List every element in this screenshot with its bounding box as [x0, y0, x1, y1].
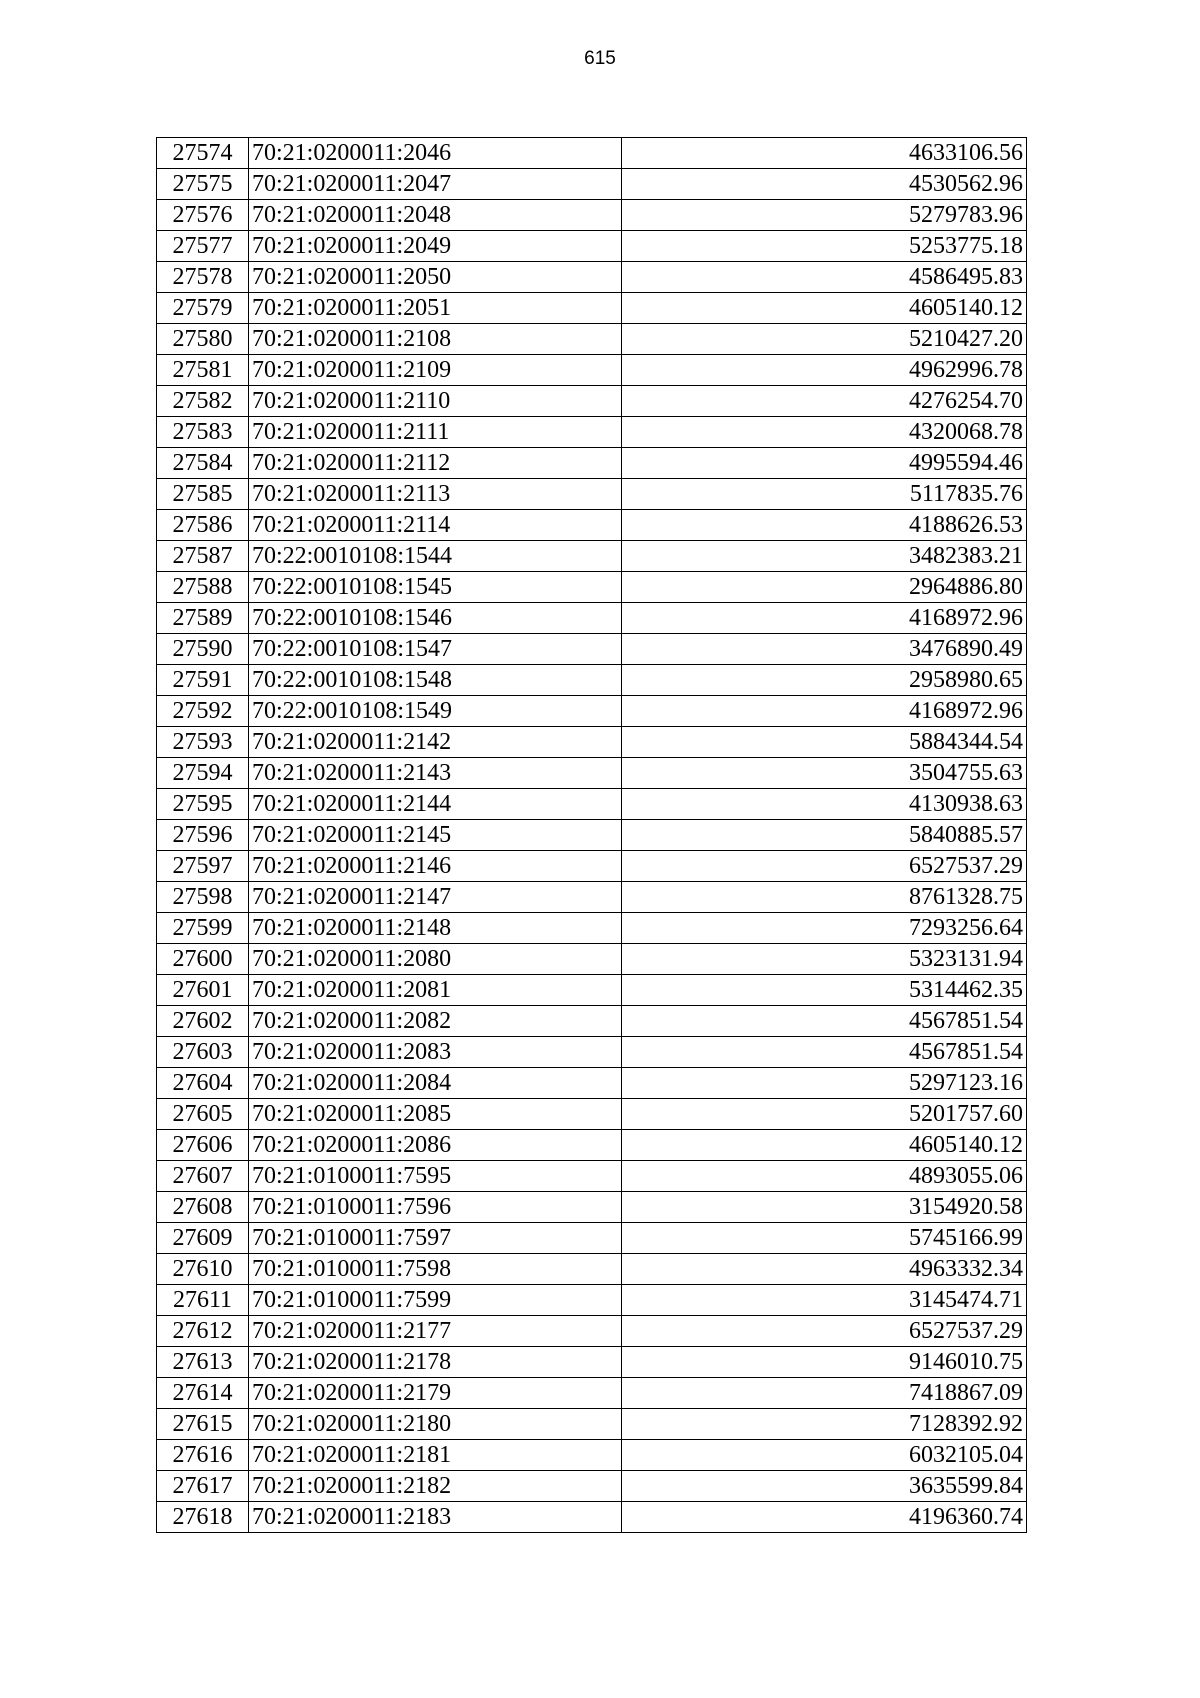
row-number-cell: 27597 — [157, 851, 249, 882]
cadastral-value-cell: 3154920.58 — [622, 1192, 1027, 1223]
cadastral-value-cell: 5201757.60 — [622, 1099, 1027, 1130]
table-body — [157, 138, 1027, 1533]
cadastral-value-cell: 4605140.12 — [622, 1130, 1027, 1161]
cadastral-number-cell: 70:21:0200011:2049 — [249, 231, 622, 262]
cadastral-number-cell: 70:21:0200011:2109 — [249, 355, 622, 386]
cadastral-number-cell: 70:21:0200011:2148 — [249, 913, 622, 944]
table-row — [157, 1006, 1027, 1037]
table-row — [157, 1316, 1027, 1347]
cadastral-value-cell: 7418867.09 — [622, 1378, 1027, 1409]
row-number-cell: 27581 — [157, 355, 249, 386]
table-row — [157, 200, 1027, 231]
table-row — [157, 789, 1027, 820]
cadastral-number-cell: 70:21:0200011:2181 — [249, 1440, 622, 1471]
cadastral-number-cell: 70:21:0200011:2145 — [249, 820, 622, 851]
cadastral-number-cell: 70:21:0200011:2143 — [249, 758, 622, 789]
row-number-cell: 27601 — [157, 975, 249, 1006]
table-row — [157, 293, 1027, 324]
cadastral-number-cell: 70:21:0200011:2142 — [249, 727, 622, 758]
table-row — [157, 324, 1027, 355]
cadastral-value-cell: 2964886.80 — [622, 572, 1027, 603]
table-row — [157, 975, 1027, 1006]
cadastral-value-cell: 4320068.78 — [622, 417, 1027, 448]
cadastral-number-cell: 70:21:0200011:2108 — [249, 324, 622, 355]
cadastral-number-cell: 70:21:0200011:2083 — [249, 1037, 622, 1068]
cadastral-number-cell: 70:21:0200011:2144 — [249, 789, 622, 820]
cadastral-value-cell: 6032105.04 — [622, 1440, 1027, 1471]
table-row — [157, 262, 1027, 293]
cadastral-value-cell: 4130938.63 — [622, 789, 1027, 820]
row-number-cell: 27605 — [157, 1099, 249, 1130]
row-number-cell: 27602 — [157, 1006, 249, 1037]
row-number-cell: 27584 — [157, 448, 249, 479]
cadastral-value-cell: 5210427.20 — [622, 324, 1027, 355]
cadastral-number-cell: 70:21:0200011:2146 — [249, 851, 622, 882]
row-number-cell: 27591 — [157, 665, 249, 696]
cadastral-value-cell: 4605140.12 — [622, 293, 1027, 324]
row-number-cell: 27583 — [157, 417, 249, 448]
cadastral-number-cell: 70:22:0010108:1545 — [249, 572, 622, 603]
row-number-cell: 27610 — [157, 1254, 249, 1285]
table-row — [157, 696, 1027, 727]
row-number-cell: 27599 — [157, 913, 249, 944]
cadastral-value-cell: 4276254.70 — [622, 386, 1027, 417]
cadastral-number-cell: 70:21:0200011:2178 — [249, 1347, 622, 1378]
row-number-cell: 27614 — [157, 1378, 249, 1409]
cadastral-number-cell: 70:22:0010108:1544 — [249, 541, 622, 572]
cadastral-number-cell: 70:21:0100011:7595 — [249, 1161, 622, 1192]
cadastral-value-cell: 4196360.74 — [622, 1502, 1027, 1533]
row-number-cell: 27598 — [157, 882, 249, 913]
cadastral-value-cell: 3635599.84 — [622, 1471, 1027, 1502]
cadastral-value-cell: 4168972.96 — [622, 603, 1027, 634]
row-number-cell: 27616 — [157, 1440, 249, 1471]
cadastral-number-cell: 70:21:0200011:2114 — [249, 510, 622, 541]
table-row — [157, 1161, 1027, 1192]
table-row — [157, 727, 1027, 758]
table-row — [157, 913, 1027, 944]
row-number-cell: 27580 — [157, 324, 249, 355]
table-row — [157, 944, 1027, 975]
row-number-cell: 27607 — [157, 1161, 249, 1192]
row-number-cell: 27611 — [157, 1285, 249, 1316]
table-row — [157, 665, 1027, 696]
row-number-cell: 27609 — [157, 1223, 249, 1254]
cadastral-number-cell: 70:21:0200011:2086 — [249, 1130, 622, 1161]
cadastral-value-cell: 6527537.29 — [622, 851, 1027, 882]
table-row — [157, 510, 1027, 541]
row-number-cell: 27613 — [157, 1347, 249, 1378]
cadastral-value-cell: 4168972.96 — [622, 696, 1027, 727]
row-number-cell: 27590 — [157, 634, 249, 665]
table-row — [157, 479, 1027, 510]
table-row — [157, 1347, 1027, 1378]
row-number-cell: 27606 — [157, 1130, 249, 1161]
table-row — [157, 355, 1027, 386]
cadastral-value-cell: 4963332.34 — [622, 1254, 1027, 1285]
cadastral-value-cell: 5745166.99 — [622, 1223, 1027, 1254]
row-number-cell: 27577 — [157, 231, 249, 262]
row-number-cell: 27617 — [157, 1471, 249, 1502]
cadastral-value-cell: 4188626.53 — [622, 510, 1027, 541]
row-number-cell: 27574 — [157, 138, 249, 169]
cadastral-value-cell: 2958980.65 — [622, 665, 1027, 696]
cadastral-value-cell: 4893055.06 — [622, 1161, 1027, 1192]
cadastral-number-cell: 70:21:0100011:7596 — [249, 1192, 622, 1223]
cadastral-number-cell: 70:21:0200011:2147 — [249, 882, 622, 913]
row-number-cell: 27586 — [157, 510, 249, 541]
cadastral-value-cell: 4995594.46 — [622, 448, 1027, 479]
page-number: 615 — [584, 48, 616, 69]
table-row — [157, 231, 1027, 262]
table-row — [157, 1471, 1027, 1502]
table-row — [157, 1099, 1027, 1130]
cadastral-number-cell: 70:21:0200011:2177 — [249, 1316, 622, 1347]
cadastral-value-cell: 4567851.54 — [622, 1037, 1027, 1068]
cadastral-number-cell: 70:21:0200011:2084 — [249, 1068, 622, 1099]
cadastral-value-cell: 4530562.96 — [622, 169, 1027, 200]
row-number-cell: 27600 — [157, 944, 249, 975]
cadastral-value-cell: 3476890.49 — [622, 634, 1027, 665]
cadastral-number-cell: 70:21:0200011:2182 — [249, 1471, 622, 1502]
row-number-cell: 27576 — [157, 200, 249, 231]
cadastral-number-cell: 70:21:0200011:2085 — [249, 1099, 622, 1130]
cadastral-number-cell: 70:22:0010108:1546 — [249, 603, 622, 634]
cadastral-number-cell: 70:22:0010108:1548 — [249, 665, 622, 696]
row-number-cell: 27593 — [157, 727, 249, 758]
table-row — [157, 1068, 1027, 1099]
cadastral-value-cell: 5323131.94 — [622, 944, 1027, 975]
cadastral-number-cell: 70:21:0100011:7598 — [249, 1254, 622, 1285]
cadastral-value-cell: 3504755.63 — [622, 758, 1027, 789]
cadastral-value-cell: 4567851.54 — [622, 1006, 1027, 1037]
row-number-cell: 27575 — [157, 169, 249, 200]
cadastral-value-cell: 5253775.18 — [622, 231, 1027, 262]
table-row — [157, 820, 1027, 851]
table-row — [157, 851, 1027, 882]
table-row — [157, 1192, 1027, 1223]
cadastral-value-cell: 6527537.29 — [622, 1316, 1027, 1347]
table-row — [157, 758, 1027, 789]
cadastral-value-cell: 5297123.16 — [622, 1068, 1027, 1099]
cadastral-value-cell: 5117835.76 — [622, 479, 1027, 510]
row-number-cell: 27578 — [157, 262, 249, 293]
cadastral-value-cell: 5884344.54 — [622, 727, 1027, 758]
cadastral-value-cell: 4586495.83 — [622, 262, 1027, 293]
row-number-cell: 27579 — [157, 293, 249, 324]
table-row — [157, 138, 1027, 169]
table-row — [157, 1254, 1027, 1285]
table-row — [157, 386, 1027, 417]
row-number-cell: 27615 — [157, 1409, 249, 1440]
cadastral-value-cell: 5840885.57 — [622, 820, 1027, 851]
row-number-cell: 27604 — [157, 1068, 249, 1099]
table-row — [157, 169, 1027, 200]
cadastral-value-cell: 7293256.64 — [622, 913, 1027, 944]
cadastral-value-cell: 3145474.71 — [622, 1285, 1027, 1316]
cadastral-number-cell: 70:21:0200011:2112 — [249, 448, 622, 479]
row-number-cell: 27595 — [157, 789, 249, 820]
table-row — [157, 1440, 1027, 1471]
cadastral-value-cell: 9146010.75 — [622, 1347, 1027, 1378]
cadastral-value-cell: 5279783.96 — [622, 200, 1027, 231]
cadastral-value-cell: 4962996.78 — [622, 355, 1027, 386]
table-row — [157, 882, 1027, 913]
cadastral-number-cell: 70:21:0100011:7599 — [249, 1285, 622, 1316]
cadastral-number-cell: 70:21:0200011:2111 — [249, 417, 622, 448]
cadastral-number-cell: 70:21:0200011:2080 — [249, 944, 622, 975]
cadastral-value-cell: 3482383.21 — [622, 541, 1027, 572]
cadastral-number-cell: 70:21:0200011:2048 — [249, 200, 622, 231]
cadastral-number-cell: 70:22:0010108:1547 — [249, 634, 622, 665]
cadastral-number-cell: 70:21:0200011:2179 — [249, 1378, 622, 1409]
cadastral-number-cell: 70:21:0200011:2046 — [249, 138, 622, 169]
row-number-cell: 27588 — [157, 572, 249, 603]
row-number-cell: 27608 — [157, 1192, 249, 1223]
table-row — [157, 1502, 1027, 1533]
table-row — [157, 1285, 1027, 1316]
cadastral-number-cell: 70:21:0200011:2183 — [249, 1502, 622, 1533]
cadastral-value-cell: 5314462.35 — [622, 975, 1027, 1006]
cadastral-number-cell: 70:21:0200011:2081 — [249, 975, 622, 1006]
table-row — [157, 448, 1027, 479]
cadastral-number-cell: 70:21:0200011:2082 — [249, 1006, 622, 1037]
row-number-cell: 27603 — [157, 1037, 249, 1068]
row-number-cell: 27618 — [157, 1502, 249, 1533]
row-number-cell: 27589 — [157, 603, 249, 634]
table-row — [157, 1130, 1027, 1161]
cadastral-number-cell: 70:21:0200011:2051 — [249, 293, 622, 324]
row-number-cell: 27582 — [157, 386, 249, 417]
cadastral-value-table — [156, 137, 1027, 1533]
table-row — [157, 572, 1027, 603]
row-number-cell: 27594 — [157, 758, 249, 789]
cadastral-value-cell: 7128392.92 — [622, 1409, 1027, 1440]
row-number-cell: 27585 — [157, 479, 249, 510]
cadastral-number-cell: 70:22:0010108:1549 — [249, 696, 622, 727]
table-row — [157, 603, 1027, 634]
table-row — [157, 1378, 1027, 1409]
table-row — [157, 1223, 1027, 1254]
cadastral-number-cell: 70:21:0200011:2113 — [249, 479, 622, 510]
table-row — [157, 541, 1027, 572]
table-row — [157, 634, 1027, 665]
table-row — [157, 417, 1027, 448]
row-number-cell: 27587 — [157, 541, 249, 572]
cadastral-value-cell: 8761328.75 — [622, 882, 1027, 913]
cadastral-number-cell: 70:21:0200011:2110 — [249, 386, 622, 417]
row-number-cell: 27612 — [157, 1316, 249, 1347]
table-row — [157, 1037, 1027, 1068]
cadastral-number-cell: 70:21:0200011:2050 — [249, 262, 622, 293]
row-number-cell: 27592 — [157, 696, 249, 727]
cadastral-value-cell: 4633106.56 — [622, 138, 1027, 169]
table-row — [157, 1409, 1027, 1440]
cadastral-number-cell: 70:21:0100011:7597 — [249, 1223, 622, 1254]
cadastral-number-cell: 70:21:0200011:2180 — [249, 1409, 622, 1440]
row-number-cell: 27596 — [157, 820, 249, 851]
cadastral-number-cell: 70:21:0200011:2047 — [249, 169, 622, 200]
